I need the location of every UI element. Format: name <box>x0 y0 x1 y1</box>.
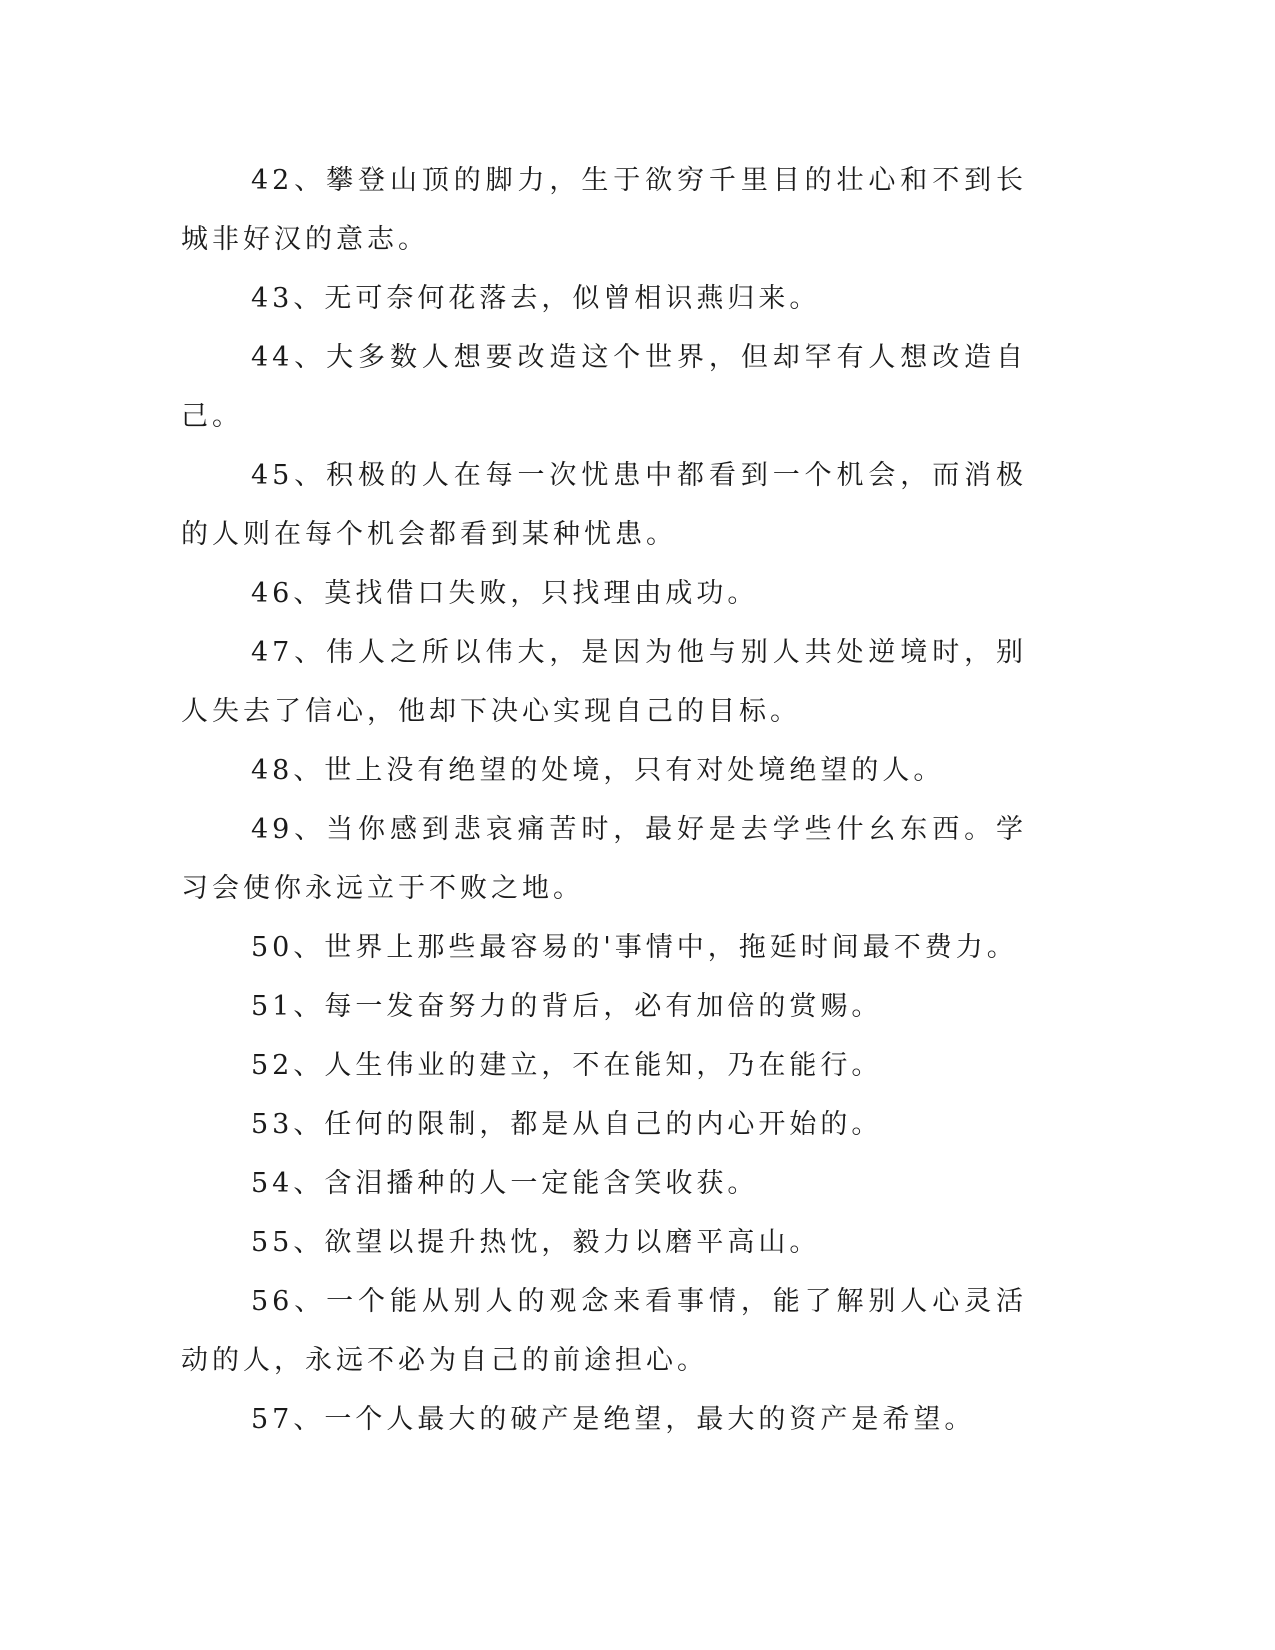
quote-paragraph-42: 42、攀登山顶的脚力，生于欲穷千里目的壮心和不到长城非好汉的意志。 <box>181 165 1027 255</box>
quote-paragraph-51: 51、每一发奋努力的背后，必有加倍的赏赐。 <box>251 991 883 1022</box>
quote-paragraph-53: 53、任何的限制，都是从自己的内心开始的。 <box>251 1109 883 1140</box>
quote-paragraph-47: 47、伟人之所以伟大，是因为他与别人共处逆境时，别人失去了信心，他却下决心实现自己的目标。 <box>181 637 1027 727</box>
quote-paragraph-56: 56、一个能从别人的观念来看事情，能了解别人心灵活动的人，永远不必为自己的前途担心。 <box>181 1286 1027 1376</box>
quote-paragraph-48: 48、世上没有绝望的处境，只有对处境绝望的人。 <box>251 755 945 786</box>
quote-paragraph-46: 46、莫找借口失败，只找理由成功。 <box>251 578 759 609</box>
quote-paragraph-57: 57、一个人最大的破产是绝望，最大的资产是希望。 <box>251 1404 976 1435</box>
quote-paragraph-55: 55、欲望以提升热忱，毅力以磨平高山。 <box>251 1227 821 1258</box>
quote-paragraph-49: 49、当你感到悲哀痛苦时，最好是去学些什幺东西。学习会使你永远立于不败之地。 <box>181 814 1027 904</box>
quote-paragraph-52: 52、人生伟业的建立，不在能知，乃在能行。 <box>251 1050 883 1081</box>
quote-paragraph-43: 43、无可奈何花落去，似曾相识燕归来。 <box>251 283 821 314</box>
quote-paragraph-45: 45、积极的人在每一次忧患中都看到一个机会，而消极的人则在每个机会都看到某种忧患。 <box>181 460 1027 550</box>
document-body <box>181 151 1027 1449</box>
quote-paragraph-44: 44、大多数人想要改造这个世界，但却罕有人想改造自己。 <box>181 342 1027 432</box>
quote-paragraph-54: 54、含泪播种的人一定能含笑收获。 <box>251 1168 759 1199</box>
quote-paragraph-50: 50、世界上那些最容易的'事情中，拖延时间最不费力。 <box>251 932 1018 963</box>
